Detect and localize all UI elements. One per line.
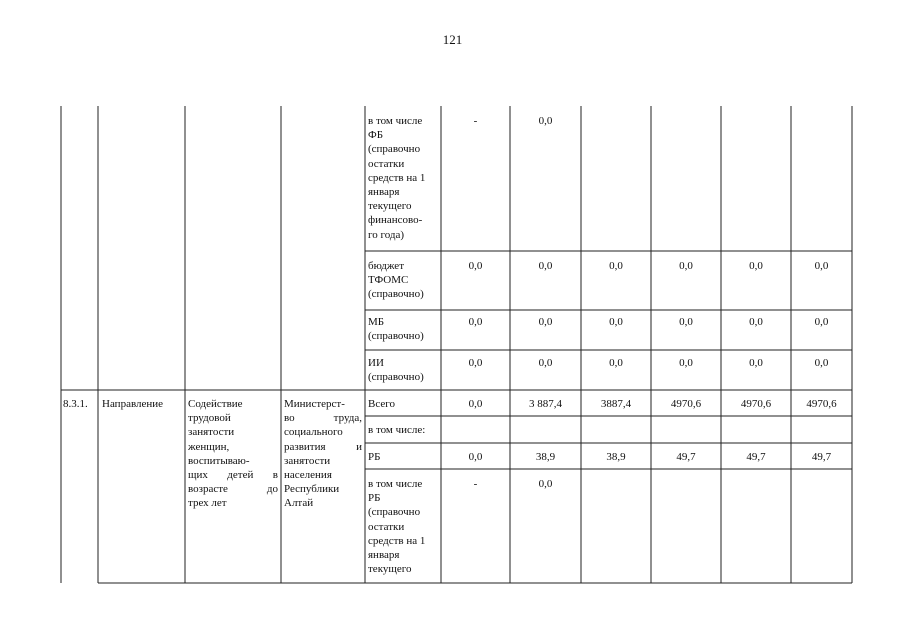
value-cell: -	[473, 478, 478, 490]
source-cell: МБ (справочно)	[368, 316, 424, 343]
value-cell: 38,9	[535, 451, 556, 463]
value-cell: 0,0	[468, 260, 483, 272]
source-cell: бюджет ТФОМС (справочно)	[368, 260, 424, 301]
value-cell: 49,7	[811, 451, 832, 463]
value-cell: 0,0	[609, 260, 623, 272]
value-cell: 0,0	[679, 260, 693, 272]
source-cell: в том числе РБ (справочно остатки средств на 1 января текущего	[368, 478, 426, 576]
value-cell: 0,0	[609, 316, 623, 328]
value-cell: 0,0	[814, 357, 829, 369]
value-cell: 0,0	[814, 260, 829, 272]
source-cell: РБ	[368, 451, 381, 463]
value-cell: 38,9	[606, 451, 626, 463]
value-cell: -	[473, 115, 478, 127]
value-cell: 49,7	[746, 451, 766, 463]
value-cell: 0,0	[468, 316, 483, 328]
value-cell: 0,0	[749, 316, 763, 328]
source-cell: Всего	[368, 398, 395, 410]
value-cell: 49,7	[676, 451, 696, 463]
value-cell: 0,0	[538, 316, 553, 328]
value-cell: 0,0	[468, 451, 483, 463]
value-cell: 0,0	[679, 316, 693, 328]
source-cell: в том числе ФБ (справочно остатки средств на 1 января текущего финансово- го года)	[368, 115, 426, 241]
value-cell: 3887,4	[600, 398, 632, 410]
source-cell: в том числе:	[368, 424, 426, 436]
value-cell: 4970,6	[806, 398, 837, 410]
value-cell: 0,0	[679, 357, 693, 369]
value-cell: 0,0	[609, 357, 623, 369]
value-cell: 0,0	[538, 478, 553, 490]
page-number: 121	[442, 32, 463, 47]
value-cell: 0,0	[468, 357, 483, 369]
value-cell: 0,0	[749, 260, 763, 272]
value-cell: 0,0	[538, 357, 553, 369]
value-cell: 4970,6	[740, 398, 772, 410]
item-number: 8.3.1.	[63, 398, 88, 410]
item-type: Направление	[102, 398, 164, 410]
value-cell: 0,0	[749, 357, 763, 369]
value-cell: 0,0	[538, 115, 553, 127]
value-cell: 0,0	[468, 398, 483, 410]
value-cell: 4970,6	[670, 398, 702, 410]
item-executor: Министерст- во труда, социального развития и занятости населения Республики Алтай	[284, 398, 362, 510]
value-cell: 0,0	[814, 316, 829, 328]
value-cell: 3 887,4	[529, 398, 562, 410]
source-cell: ИИ (справочно)	[368, 357, 424, 384]
item-description: Содействие трудовой занятости женщин, воспитываю- щих детей в возрасте до трех лет	[188, 398, 278, 510]
value-cell: 0,0	[538, 260, 553, 272]
